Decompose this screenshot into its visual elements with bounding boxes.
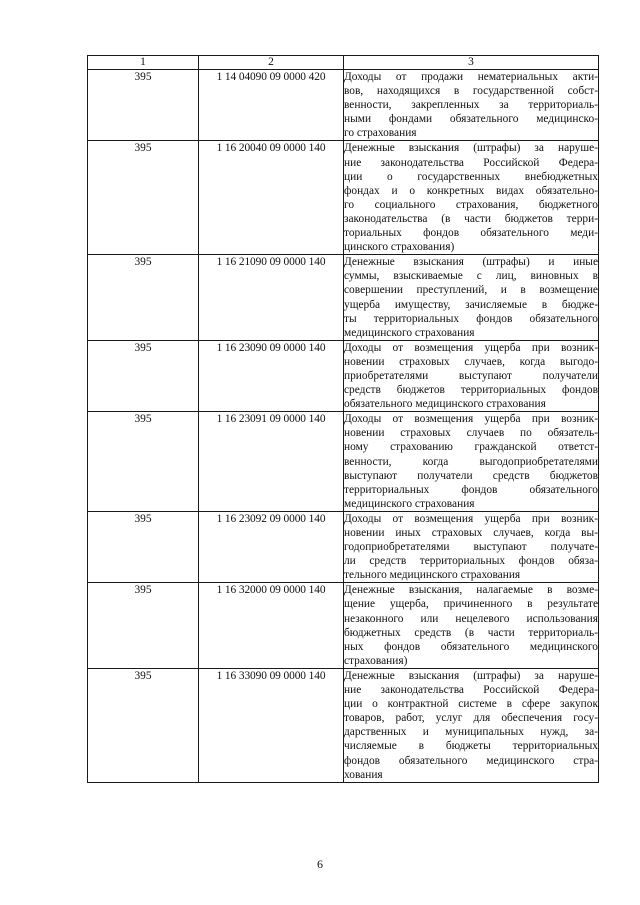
revenue-name-line: фондов обязательного медицинского стра- xyxy=(344,754,598,767)
table-row xyxy=(88,668,599,782)
revenue-name-line: бюджетных средств (в части территориаль- xyxy=(344,626,598,639)
table-row xyxy=(88,70,599,141)
revenue-code-cell: 1 16 21090 09 0000 140 xyxy=(199,255,344,341)
revenue-name-line: новении страховых случаев по обязатель- xyxy=(344,427,598,440)
revenue-code-cell: 1 16 23090 09 0000 140 xyxy=(199,340,344,411)
revenue-name-line: го страхования xyxy=(344,127,417,140)
revenue-name-cell xyxy=(344,412,599,512)
chapter-code-cell: 395 xyxy=(88,583,199,669)
page-number: 6 xyxy=(317,857,323,871)
revenue-name-line: ние законодательства Российской Федера- xyxy=(344,156,598,169)
revenue-name-line: товаров, работ, услуг для обеспечения госу- xyxy=(344,712,598,725)
revenue-name-line: Денежные взыскания (штрафы) за наруше- xyxy=(344,669,598,682)
revenue-name-line: ных фондов обязательного медицинского xyxy=(344,640,598,653)
revenue-name-line: годоприобретателями выступают получате- xyxy=(344,541,598,554)
revenue-name-line: хования xyxy=(344,768,383,781)
revenue-name-line: щение ущерба, причиненного в результате xyxy=(344,598,598,611)
revenue-name-line: венности, закрепленных за территориаль- xyxy=(344,99,598,112)
revenue-code-cell: 1 16 23091 09 0000 140 xyxy=(199,412,344,512)
revenue-name-cell xyxy=(344,255,599,341)
revenue-name-line: ние законодательства Российской Федера- xyxy=(344,684,598,697)
revenue-name-line: Денежные взыскания, налагаемые в возме- xyxy=(344,584,598,597)
revenue-name-line: дарственных и муниципальных нужд, за- xyxy=(344,726,598,739)
table-row xyxy=(88,255,599,341)
table-header-row xyxy=(88,56,599,70)
table-row xyxy=(88,511,599,582)
revenue-name-line: ты территориальных фондов обязательного xyxy=(344,312,598,325)
revenue-name-line: фондах и о конкретных видах обязательно- xyxy=(344,184,598,197)
revenue-name-line: средств бюджетов территориальных фондов xyxy=(344,384,598,397)
revenue-name-line: совершении преступлений, и в возмещение xyxy=(344,284,598,297)
chapter-code-cell: 395 xyxy=(88,340,199,411)
revenue-name-line: медицинского страхования xyxy=(344,326,475,339)
revenue-name-line: новении иных страховых случаев, когда вы- xyxy=(344,527,598,539)
revenue-name-line: обязательного медицинского страхования xyxy=(344,398,546,411)
revenue-name-line: приобретателями выступают получатели xyxy=(344,369,598,382)
chapter-code-cell: 395 xyxy=(88,412,199,512)
column-header-3: 3 xyxy=(344,56,599,70)
table-row xyxy=(88,141,599,255)
revenue-name-line: ущерба имуществу, зачисляемые в бюдже- xyxy=(344,298,598,311)
revenue-name-cell xyxy=(344,511,599,582)
table-row xyxy=(88,340,599,411)
revenue-name-cell xyxy=(344,340,599,411)
revenue-name-line: венности, когда выгодоприобретателями xyxy=(344,455,598,468)
revenue-code-cell: 1 16 33090 09 0000 140 xyxy=(199,668,344,782)
chapter-code-cell: 395 xyxy=(88,70,199,141)
column-header-2: 2 xyxy=(199,56,344,70)
revenue-name-line: незаконного или нецелевого использования xyxy=(344,612,598,625)
revenue-name-line: выступают получатели средств бюджетов xyxy=(344,469,598,482)
revenue-code-cell: 1 14 04090 09 0000 420 xyxy=(199,70,344,141)
revenue-code-cell: 1 16 32000 09 0000 140 xyxy=(199,583,344,669)
revenue-name-line: ции о государственных внебюджетных xyxy=(344,170,598,183)
column-header-1: 1 xyxy=(88,56,199,70)
table-row xyxy=(88,412,599,512)
table-body xyxy=(88,70,599,783)
revenue-name-line: цинского страхования) xyxy=(344,241,455,254)
revenue-name-cell xyxy=(344,583,599,669)
chapter-code-cell: 395 xyxy=(88,141,199,255)
revenue-name-line: Доходы от продажи нематериальных акти- xyxy=(344,71,598,83)
revenue-name-line: территориальных фондов обязательного xyxy=(344,483,598,496)
revenue-name-line: Доходы от возмещения ущерба при возник- xyxy=(344,512,598,525)
revenue-name-line: го социального страхования, бюджетного xyxy=(344,198,598,211)
revenue-name-line: ными фондами обязательного медицинско- xyxy=(344,113,598,126)
revenue-name-line: страхования) xyxy=(344,654,408,667)
revenue-name-cell xyxy=(344,668,599,782)
chapter-code-cell: 395 xyxy=(88,511,199,582)
revenue-name-line: Доходы от возмещения ущерба при возник- xyxy=(344,413,598,426)
revenue-name-line: ции о контрактной системе в сфере закупок xyxy=(344,698,598,711)
chapter-code-cell: 395 xyxy=(88,255,199,341)
chapter-code-cell: 395 xyxy=(88,668,199,782)
revenue-name-cell xyxy=(344,141,599,255)
revenue-name-line: тельного медицинского страхования xyxy=(344,569,521,582)
revenue-name-line: ториальных фондов обязательного меди- xyxy=(344,227,598,240)
revenue-name-line: суммы, взыскиваемые с лиц, виновных в xyxy=(344,270,598,283)
revenue-name-line: медицинского страхования xyxy=(344,497,475,510)
revenue-name-line: вов, находящихся в государственной собст- xyxy=(344,85,598,98)
revenue-code-cell: 1 16 23092 09 0000 140 xyxy=(199,511,344,582)
revenue-name-line: числяемые в бюджеты территориальных xyxy=(344,740,598,753)
revenue-name-line: законодательства (в части бюджетов терри- xyxy=(344,212,598,225)
revenue-name-line: ному страхованию гражданской ответст- xyxy=(344,441,598,454)
revenue-name-line: ли средств территориальных фондов обяза- xyxy=(344,555,598,568)
revenue-codes-table xyxy=(87,55,599,783)
revenue-name-line: Денежные взыскания (штрафы) за наруше- xyxy=(344,142,598,155)
revenue-name-line: Доходы от возмещения ущерба при возник- xyxy=(344,341,598,354)
revenue-code-cell: 1 16 20040 09 0000 140 xyxy=(199,141,344,255)
revenue-name-line: Денежные взыскания (штрафы) и иные xyxy=(344,256,598,269)
table-row xyxy=(88,583,599,669)
revenue-name-cell xyxy=(344,70,599,141)
revenue-name-line: новении страховых случаев, когда выгодо- xyxy=(344,355,598,368)
